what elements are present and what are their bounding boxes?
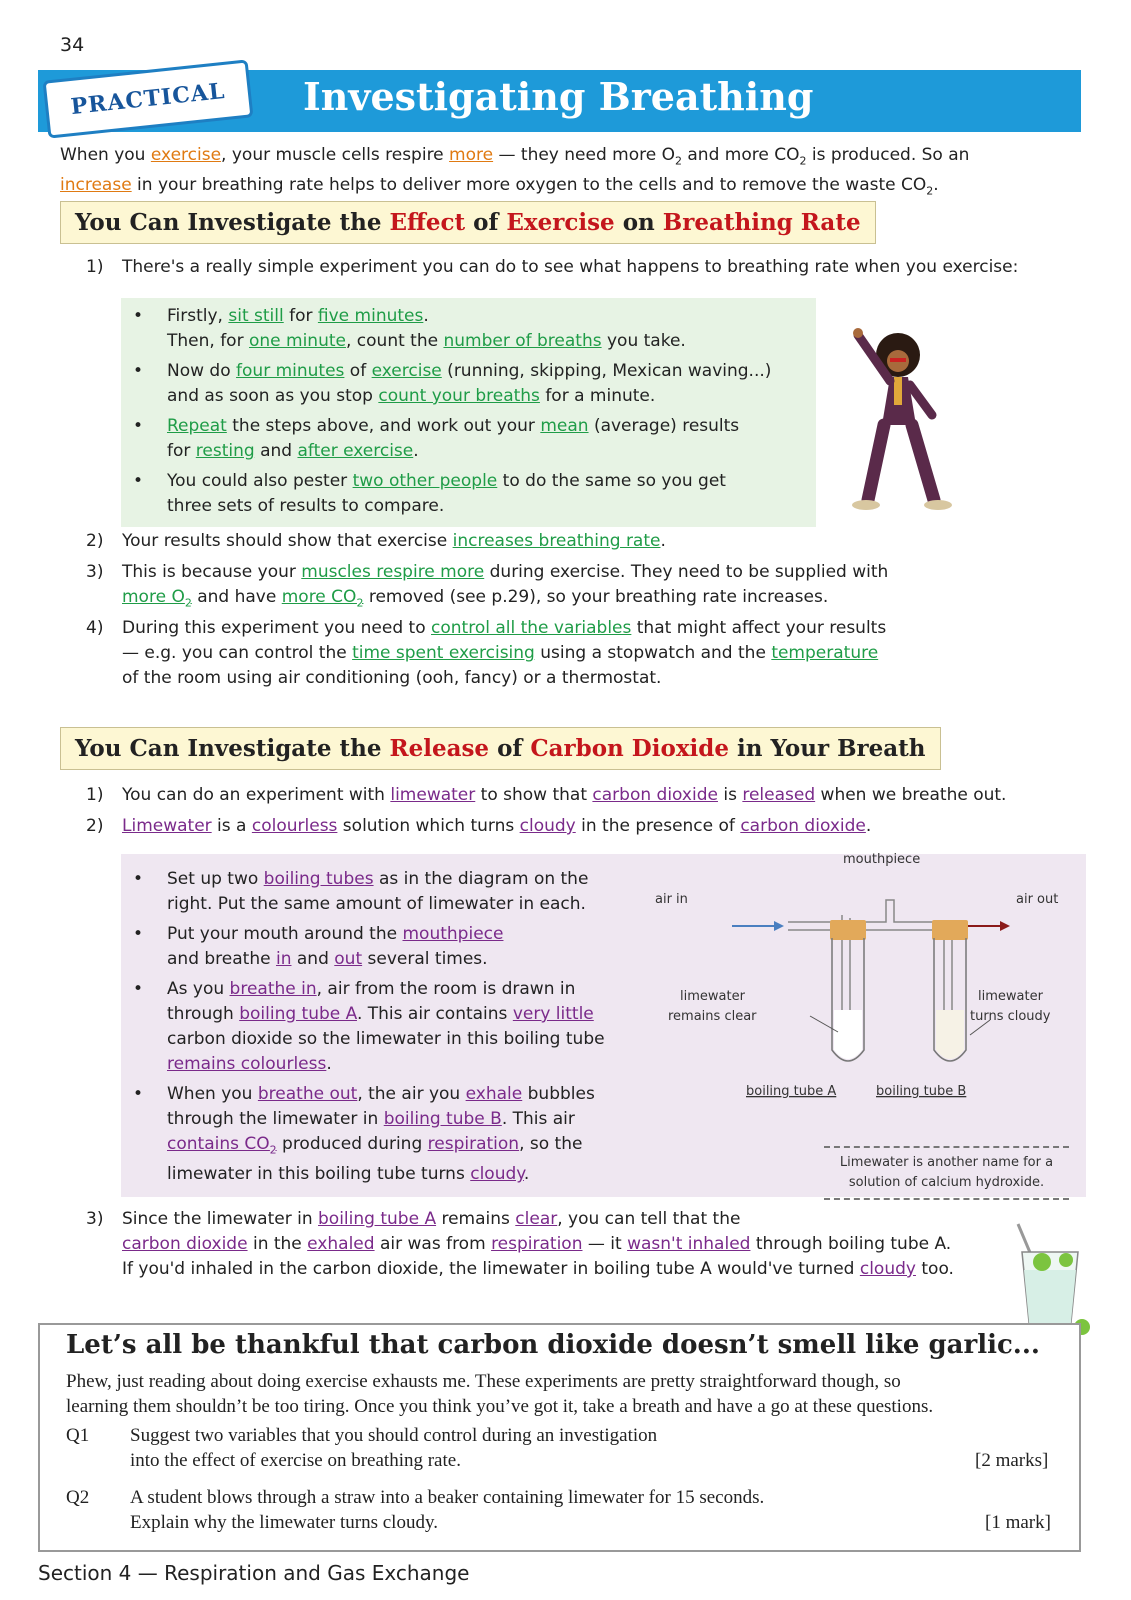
question-number-q1: Q1 bbox=[66, 1425, 90, 1446]
list-item: • When you breathe out, the air you exhale bubbles through the limewater in boiling tube B. This air contains $CO_2$ produced during respiration, so the limewater in this boiling tube turns cloudy. bbox=[121, 1082, 641, 1187]
label-turns-cloudy: turns cloudy bbox=[970, 1009, 1051, 1024]
list-item: 4) During this experiment you need to control all the variables that might affect your results — e.g. you can control the time spent exercising using a stopwatch and the temperature of the room using air conditioning (ooh, fancy) or a thermostat. bbox=[86, 618, 887, 688]
list-item: 2) Your results should show that exercise increases breathing rate. bbox=[86, 531, 666, 551]
page-number: 34 bbox=[60, 34, 85, 56]
label-limewater-right: limewater bbox=[978, 989, 1043, 1004]
question-number-q2: Q2 bbox=[66, 1487, 90, 1508]
limewater-apparatus-diagram bbox=[655, 852, 1080, 1130]
list-item: 3) This is because your muscles respire more during exercise. They need to be supplied with more $O_2$ and have more $CO_2$ removed (see p.29), so your breathing rate increases. bbox=[86, 562, 889, 610]
list-item: 3) Since the limewater in boiling tube A remains clear, you can tell that the carbon dioxide in the exhaled air was from respiration — it wasn't inhaled through boiling tube A. If you'd inhaled in the carbon dioxide, the limewater in boiling tube A would've turned cloudy too. bbox=[86, 1209, 954, 1279]
list-item: • As you breathe in, air from the room is drawn in through boiling tube A. This air contains very little carbon dioxide so the limewater in this boiling tube remains colourless. bbox=[121, 977, 641, 1077]
list-item: • You could also pester two other people to do the same so you get three sets of results to compare. bbox=[121, 469, 811, 519]
label-mouthpiece: mouthpiece bbox=[843, 852, 921, 867]
label-limewater-left: limewater bbox=[680, 989, 745, 1004]
term-increase: increase bbox=[60, 175, 132, 196]
label-remains-clear: remains clear bbox=[668, 1009, 757, 1024]
label-boiling-tube-b: boiling tube B bbox=[876, 1084, 967, 1099]
quiz-intro: Phew, just reading about doing exercise exhausts me. These experiments are pretty straightforward though, so learning them shouldn’t be too tiring. Once you think you’ve got it, take a breath and have a go at these questions. bbox=[66, 1371, 934, 1417]
list-item: • Put your mouth around the mouthpiece and breathe in and out several times. bbox=[121, 922, 641, 972]
practical-badge: PRACTICAL bbox=[43, 59, 254, 138]
intro-paragraph: When you exercise, your muscle cells respire more — they need more $O_2$ and more $CO_2$ is produced. So an increase in your breathing rate helps to deliver more oxygen to the cells and to remove the waste $CO_2$. bbox=[60, 145, 970, 198]
page-title: Investigating Breathing bbox=[303, 74, 814, 119]
limewater-clear bbox=[834, 1010, 862, 1059]
quiz-title: Let’s all be thankful that carbon dioxide doesn’t smell like garlic... bbox=[66, 1330, 1040, 1360]
procedure-list-limewater bbox=[121, 867, 641, 1192]
section-heading-exercise: You Can Investigate the Effect of Exercise on Breathing Rate bbox=[60, 201, 876, 244]
term-exercise: exercise bbox=[150, 145, 222, 165]
question-text-q2: A student blows through a straw into a beaker containing limewater for 15 seconds. Explain why the limewater turns cloudy. bbox=[130, 1487, 765, 1533]
cork-a bbox=[830, 920, 866, 940]
list-item: • Now do four minutes of exercise (running, skipping, Mexican waving...) and as soon as you stop count your breaths for a minute. bbox=[121, 359, 811, 409]
disco-dancer-illustration bbox=[850, 325, 960, 525]
marks-q2: [1 mark] bbox=[985, 1512, 1051, 1533]
question-text-q1: Suggest two variables that you should control during an investigation into the effect of exercise on breathing rate. bbox=[130, 1425, 658, 1471]
list-item: 1) You can do an experiment with limewater to show that carbon dioxide is released when we breathe out. bbox=[86, 785, 1007, 805]
list-item: 1) There's a really simple experiment you can do to see what happens to breathing rate when you exercise: bbox=[86, 257, 1019, 277]
section-heading-carbon-dioxide: You Can Investigate the Release of Carbon Dioxide in Your Breath bbox=[60, 727, 941, 770]
limewater-note: Limewater is another name for a solution of calcium hydroxide. bbox=[824, 1146, 1069, 1200]
procedure-list-exercise bbox=[121, 304, 811, 524]
page-footer: Section 4 — Respiration and Gas Exchange bbox=[38, 1561, 470, 1585]
term-more: more bbox=[449, 145, 494, 165]
list-item: • Set up two boiling tubes as in the diagram on the right. Put the same amount of limewater in each. bbox=[121, 867, 641, 917]
marks-q1: [2 marks] bbox=[975, 1450, 1049, 1471]
list-item: • Repeat the steps above, and work out your mean (average) results for resting and after exercise. bbox=[121, 414, 811, 464]
limewater-cloudy bbox=[936, 1010, 964, 1059]
label-air-in: air in bbox=[655, 892, 688, 907]
label-boiling-tube-a: boiling tube A bbox=[746, 1084, 837, 1099]
list-item: • Firstly, sit still for five minutes. Then, for one minute, count the number of breaths you take. bbox=[121, 304, 811, 354]
list-item: 2) Limewater is a colourless solution which turns cloudy in the presence of carbon dioxide. bbox=[86, 816, 872, 836]
cork-b bbox=[932, 920, 968, 940]
label-air-out: air out bbox=[1016, 892, 1059, 907]
